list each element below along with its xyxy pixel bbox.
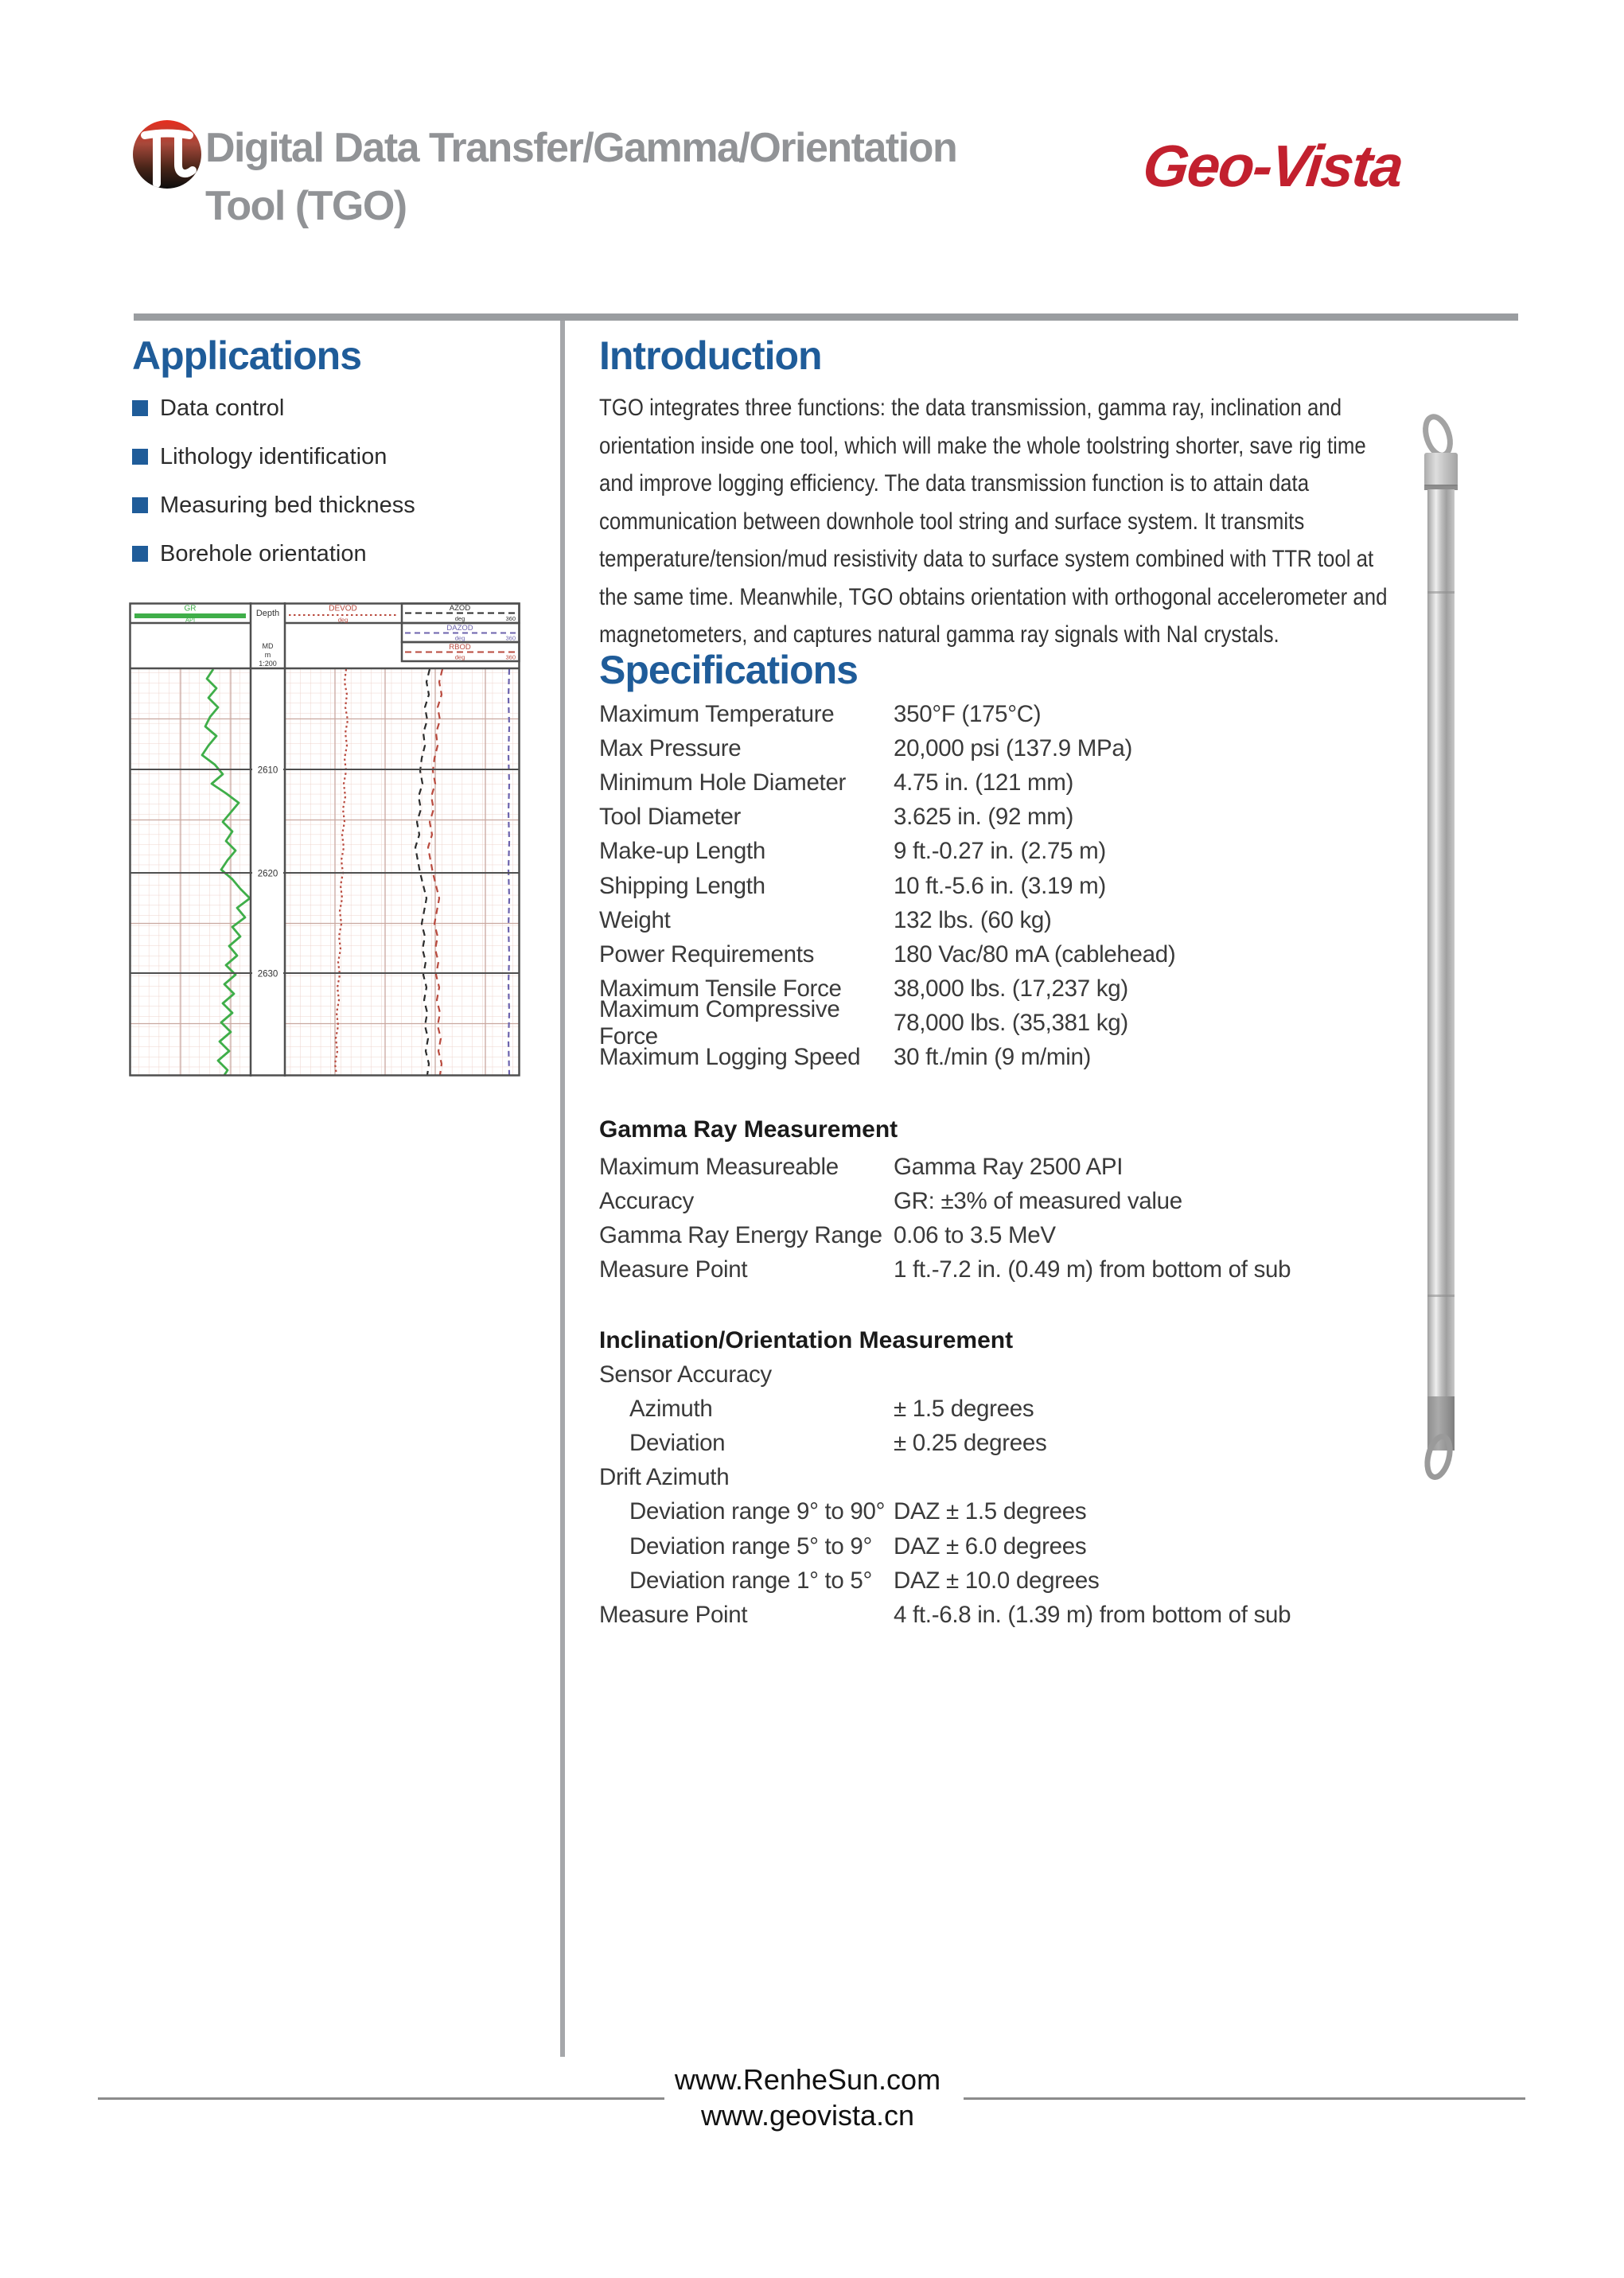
footer-rule-right	[964, 2097, 1525, 2100]
devod-track-unit: deg	[337, 616, 349, 624]
table-row	[599, 765, 1522, 800]
introduction-paragraph: TGO integrates three functions: the data transmission, gamma ray, inclination and orientation inside one tool, which will make the whole toolstring shorter, save rig time and improve logging efficiency. The data transmission function is to attain data communication between downhole tool string and surface system. It transmits temperature/tension/mud resistivity data to surface system combined with TTR tool at the same time. Meanwhile, TGO obtains orientation with orthogonal accelerometer and magnetometers, and captures natural gamma ray signals with NaI crystals.	[599, 395, 1388, 648]
footer-url-geovista	[609, 2100, 1007, 2132]
spec-value: 9 ft.-0.27 in. (2.75 m)	[894, 838, 1106, 865]
table-row	[599, 1426, 1522, 1460]
gr-track-unit: API	[185, 616, 196, 624]
spec-value: 350°F (175°C)	[894, 700, 1042, 727]
table-row	[599, 1563, 1522, 1598]
table-row	[599, 1253, 1522, 1287]
gamma-ray-table	[599, 1150, 1522, 1287]
table-row	[599, 1392, 1522, 1426]
spec-value: 132 lbs. (60 kg)	[894, 906, 1052, 933]
table-row	[599, 1598, 1522, 1632]
spec-value: DAZ ± 10.0 degrees	[894, 1567, 1100, 1594]
applications-list	[132, 396, 530, 590]
table-row	[599, 869, 1522, 903]
spec-value: Gamma Ray 2500 API	[894, 1153, 1124, 1180]
spec-label: Tool Diameter	[599, 804, 742, 831]
spec-label: Sensor Accuracy	[599, 1361, 772, 1388]
spec-label: Maximum Logging Speed	[599, 1044, 861, 1071]
bullet-square-icon	[132, 449, 148, 465]
list-item	[132, 493, 530, 542]
application-label: Data control	[160, 395, 285, 421]
spec-value: 78,000 lbs. (35,381 kg)	[894, 1010, 1128, 1037]
well-log-preview-chart	[129, 602, 520, 1077]
list-item	[132, 542, 530, 590]
header-divider-rule	[134, 313, 1518, 321]
dazod-track-unit: deg	[454, 634, 465, 642]
spec-label: Shipping Length	[599, 872, 765, 899]
spec-value: DAZ ± 6.0 degrees	[894, 1532, 1087, 1560]
spec-value: 1 ft.-7.2 in. (0.49 m) from bottom of sub	[894, 1256, 1291, 1283]
specifications-heading: Specifications	[599, 648, 858, 692]
spec-value: DAZ ± 1.5 degrees	[894, 1498, 1087, 1525]
tgo-tool-photo	[1408, 410, 1472, 1492]
depth-column-header: Depth	[255, 609, 280, 618]
spec-label: Maximum Compressive Force	[599, 996, 840, 1050]
depth-tick: 2610	[257, 765, 278, 776]
table-row	[599, 903, 1522, 937]
spec-label: Measure Point	[599, 1256, 748, 1283]
table-row	[599, 1357, 1522, 1392]
spec-value: 38,000 lbs. (17,237 kg)	[894, 975, 1128, 1003]
table-row	[599, 1461, 1522, 1495]
dazod-track-max: 360	[505, 634, 516, 642]
devod-track-label: DEVOD	[329, 604, 357, 613]
table-row	[599, 800, 1522, 835]
table-row	[599, 1150, 1522, 1184]
spec-value: 0.06 to 3.5 MeV	[894, 1221, 1056, 1248]
depth-tick: 2630	[257, 969, 278, 979]
spec-value: 4.75 in. (121 mm)	[894, 769, 1074, 796]
application-label: Lithology identification	[160, 444, 388, 469]
spec-label: Azimuth	[629, 1395, 713, 1422]
rbod-track-label: RBOD	[449, 643, 471, 652]
depth-tick: 2620	[257, 869, 278, 879]
spec-value: 3.625 in. (92 mm)	[894, 804, 1074, 831]
application-label: Measuring bed thickness	[160, 493, 415, 518]
spec-label: Maximum Temperature	[599, 700, 835, 727]
tool-top-loop	[1421, 414, 1455, 458]
spec-label: Max Pressure	[599, 734, 742, 761]
page-title-line2: Tool (TGO)	[205, 183, 407, 229]
table-row	[599, 1529, 1522, 1563]
gamma-ray-section-heading: Gamma Ray Measurement	[599, 1116, 898, 1143]
spec-value: 180 Vac/80 mA (cablehead)	[894, 940, 1176, 968]
rbod-track-max: 360	[505, 653, 516, 661]
table-row	[599, 697, 1522, 731]
bullet-square-icon	[132, 546, 148, 562]
spec-label: Deviation range 1° to 5°	[629, 1567, 873, 1594]
depth-unit: m	[264, 651, 271, 659]
spec-label: Deviation	[629, 1429, 726, 1456]
bullet-square-icon	[132, 497, 148, 513]
spec-label: Deviation range 9° to 90°	[629, 1498, 886, 1525]
azod-track-max: 360	[505, 615, 516, 622]
spec-value: 4 ft.-6.8 in. (1.39 m) from bottom of sub	[894, 1601, 1291, 1628]
footer-url-renhesun	[609, 2064, 1007, 2096]
application-label: Borehole orientation	[160, 541, 367, 567]
table-row	[599, 1218, 1522, 1252]
spec-value: 20,000 psi (137.9 MPa)	[894, 734, 1133, 761]
spec-value: 10 ft.-5.6 in. (3.19 m)	[894, 872, 1106, 899]
applications-heading: Applications	[132, 333, 362, 378]
spec-value: GR: ±3% of measured value	[894, 1187, 1182, 1214]
footer-rule-left	[98, 2097, 664, 2100]
spec-label: Weight	[599, 906, 671, 933]
table-row	[599, 937, 1522, 972]
spec-label: Deviation range 5° to 9°	[629, 1532, 873, 1560]
azod-track-label: AZOD	[449, 604, 471, 613]
column-divider-rule	[560, 321, 565, 2057]
spec-label: Gamma Ray Energy Range	[599, 1221, 882, 1248]
table-row	[599, 1041, 1522, 1075]
table-row	[599, 996, 1522, 1050]
table-row	[599, 835, 1522, 869]
depth-scale-type: MD	[262, 642, 274, 650]
spec-label: Power Requirements	[599, 940, 815, 968]
bullet-square-icon	[132, 400, 148, 416]
rbod-track-unit: deg	[454, 653, 465, 661]
geo-vista-brand-logo: Geo-Vista	[1139, 133, 1406, 199]
inclination-table	[599, 1357, 1522, 1633]
list-item	[132, 445, 530, 493]
dazod-track-label: DAZOD	[446, 624, 473, 633]
footer-link-renhesun[interactable]: www.RenheSun.com	[674, 2063, 941, 2096]
spec-value: ± 1.5 degrees	[894, 1395, 1034, 1422]
specifications-table	[599, 697, 1522, 1075]
table-row	[599, 731, 1522, 765]
list-item	[132, 396, 530, 445]
spec-value: 30 ft./min (9 m/min)	[894, 1044, 1092, 1071]
page-title	[205, 119, 1160, 236]
azod-track-unit: deg	[454, 615, 465, 622]
table-row	[599, 1495, 1522, 1529]
gr-track-label: GR	[184, 604, 197, 613]
page-title-line1: Digital Data Transfer/Gamma/Orientation	[205, 125, 957, 171]
depth-scale: 1:200	[259, 660, 277, 668]
spec-label: Make-up Length	[599, 838, 765, 865]
table-row	[599, 1184, 1522, 1218]
spec-label: Maximum Tensile Force	[599, 975, 842, 1003]
introduction-heading: Introduction	[599, 333, 822, 378]
renhe-company-logo-icon	[133, 120, 201, 189]
spec-label: Drift Azimuth	[599, 1464, 730, 1491]
spec-label: Maximum Measureable	[599, 1153, 839, 1180]
spec-value: ± 0.25 degrees	[894, 1429, 1047, 1456]
inclination-section-heading: Inclination/Orientation Measurement	[599, 1327, 1014, 1353]
footer-link-geovista[interactable]: www.geovista.cn	[700, 2099, 915, 2132]
spec-label: Minimum Hole Diameter	[599, 769, 847, 796]
spec-label: Accuracy	[599, 1187, 694, 1214]
spec-label: Measure Point	[599, 1601, 748, 1628]
